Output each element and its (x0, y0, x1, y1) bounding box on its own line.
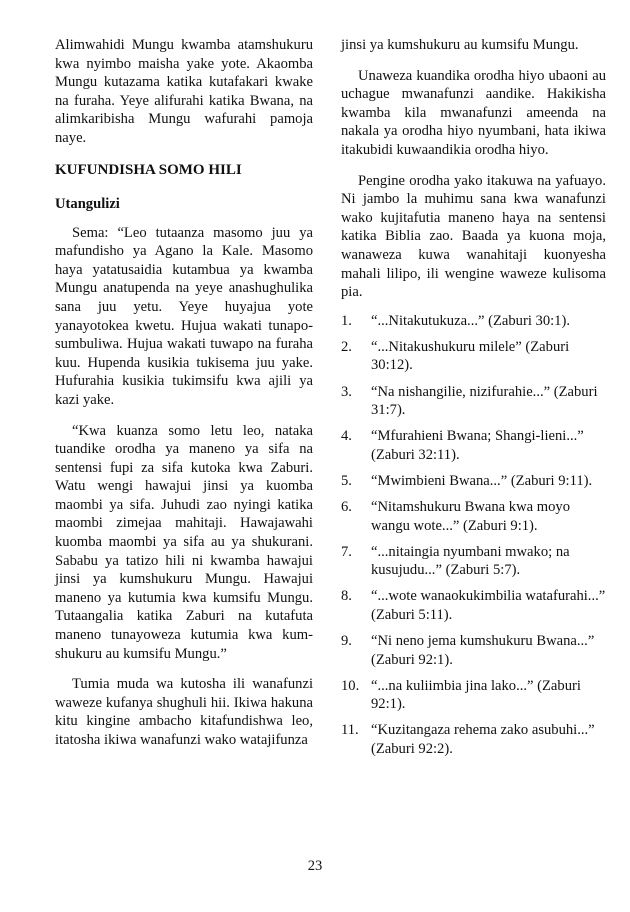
activity-paragraph: Tumia muda wa kutosha ili wanafunzi waweze kufanya shughuli hii. Ikiwa hakuna kitu kingine ambacho kitafundishwa leo, itatosha ikiwa wanafunzi wako watajifunza (55, 676, 313, 748)
list-item-number: 9. (341, 633, 352, 650)
list-item-number: 4. (341, 428, 352, 445)
psalm-verse-list (341, 312, 606, 759)
section-subheading: Utangulizi (55, 195, 120, 212)
list-item-text: “...wote wanaokukimbilia watafurahi...” (Zaburi 5:11). (371, 588, 606, 623)
list-intro-paragraph: Pengine orodha yako itakuwa na yafuayo. Ni jambo la muhimu sana kwa wanafunzi wako kujitafutia maneno haya na sentensi katika Biblia zao. Baada ya kuona moja, wanaweza kuwa wanahitaji kuonyesha mahali lilipo, ili wengine waweze kulisoma pia. (341, 172, 606, 301)
page-number: 23 (307, 858, 323, 874)
list-item-text: “...na kuliimbia jina lako...” (Zaburi 92:1). (371, 677, 581, 713)
list-item (341, 312, 606, 331)
list-item (341, 338, 606, 375)
list-item (341, 427, 606, 464)
list-item-text: “Ni neno jema kumshukuru Bwana...” (Zaburi 92:1). (371, 633, 595, 668)
list-item-text: “Na nishangilie, nizifurahie...” (Zaburi 31:7). (371, 383, 598, 419)
list-item-number: 8. (341, 588, 352, 605)
right-column (341, 36, 606, 766)
list-item-number: 6. (341, 498, 352, 515)
intro-paragraph: Alimwahidi Mungu kwamba atamshukuru kwa nyimbo maisha yake yote. Akaomba Mungu kutazama katika kutafakari kwake na furaha. Yeye alifurahi katika Bwana, na alimkaribisha Mungu wafurahi pamoja naye. (55, 37, 313, 146)
list-item (341, 677, 606, 714)
list-item-number: 3. (341, 383, 352, 400)
list-item-number: 7. (341, 543, 352, 560)
list-item (341, 383, 606, 420)
list-instruction-paragraph: Unaweza kuandika orodha hiyo ubaoni au uchague mwanafunzi aandike. Hakikisha kwamba kila mwanafunzi ameenda na nakala ya orodha hiyo nyumbani, hata ikiwa itakubidi kuwaandikia orodha hiyo. (341, 67, 606, 158)
list-item (341, 498, 606, 535)
list-item-text: “...Nitakushukuru milele” (Zaburi 30:12). (371, 338, 570, 374)
list-item-number: 2. (341, 338, 352, 355)
list-item (341, 587, 606, 624)
list-item (341, 472, 606, 491)
list-item-text: “...nitaingia nyumbani mwako; na kusujudu...” (Zaburi 5:7). (371, 543, 570, 579)
list-item (341, 632, 606, 669)
list-item-number: 11. (341, 722, 359, 739)
list-item-text: “Kuzitangaza rehema zako asubuhi...” (Zaburi 92:2). (371, 722, 595, 757)
intro-speech-paragraph: Sema: “Leo tutaanza masomo juu ya mafundisho ya Agano la Kale. Masomo haya yatatusaidia kutambua ya kwamba Mungu anatupenda na yeye anashughulika sana juu yetu. Yeye huyajua yote yanayotokea kwetu. Hujua wakati tunapo-sumbuliwa. Hujua wakati tuwapo na furaha kuu. Hupenda kusikia tukisema juu yake. Hufurahia kusikia tukimsifu kwa ajili ya kazi yake. (55, 224, 313, 408)
list-item-number: 10. (341, 677, 360, 694)
lesson-start-paragraph: “Kwa kuanza somo letu leo, nataka tuandike orodha ya maneno ya sifa na sentensi fupi za sifa kutoka kwa Zaburi. Watu wengi hawajui jinsi ya kuomba maombi ya sifa. Juhudi zao nyingi katika maombi zimejaa mahitaji. Hawajawahi kuomba maombi ya sifa au ya shukurani. Sababu ya tatizo hili ni kwamba hawajui jinsi ya kumshukuru Mungu. Hawajui maneno ya kutumia kwa kumsifu Mungu. Tutaangalia katika Zaburi na kutafuta maneno tunayoweza kutumia kwa kum-shukuru au kumsifu Mungu.” (55, 422, 313, 662)
list-item-text: “Mwimbieni Bwana...” (Zaburi 9:11). (371, 472, 593, 489)
continuation-paragraph: jinsi ya kumshukuru au kumsifu Mungu. (341, 37, 579, 53)
list-item-text: “Nitamshukuru Bwana kwa moyo wangu wote...” (Zaburi 9:1). (371, 498, 571, 534)
list-item (341, 721, 606, 758)
list-item-text: “Mfurahieni Bwana; Shangi-lieni...” (Zaburi 32:11). (371, 428, 584, 463)
section-heading: KUFUNDISHA SOMO HILI (55, 161, 242, 178)
list-item-text: “...Nitakutukuza...” (Zaburi 30:1). (371, 312, 570, 329)
list-item-number: 1. (341, 312, 352, 329)
list-item (341, 543, 606, 580)
list-item-number: 5. (341, 472, 352, 489)
left-column (55, 36, 313, 750)
